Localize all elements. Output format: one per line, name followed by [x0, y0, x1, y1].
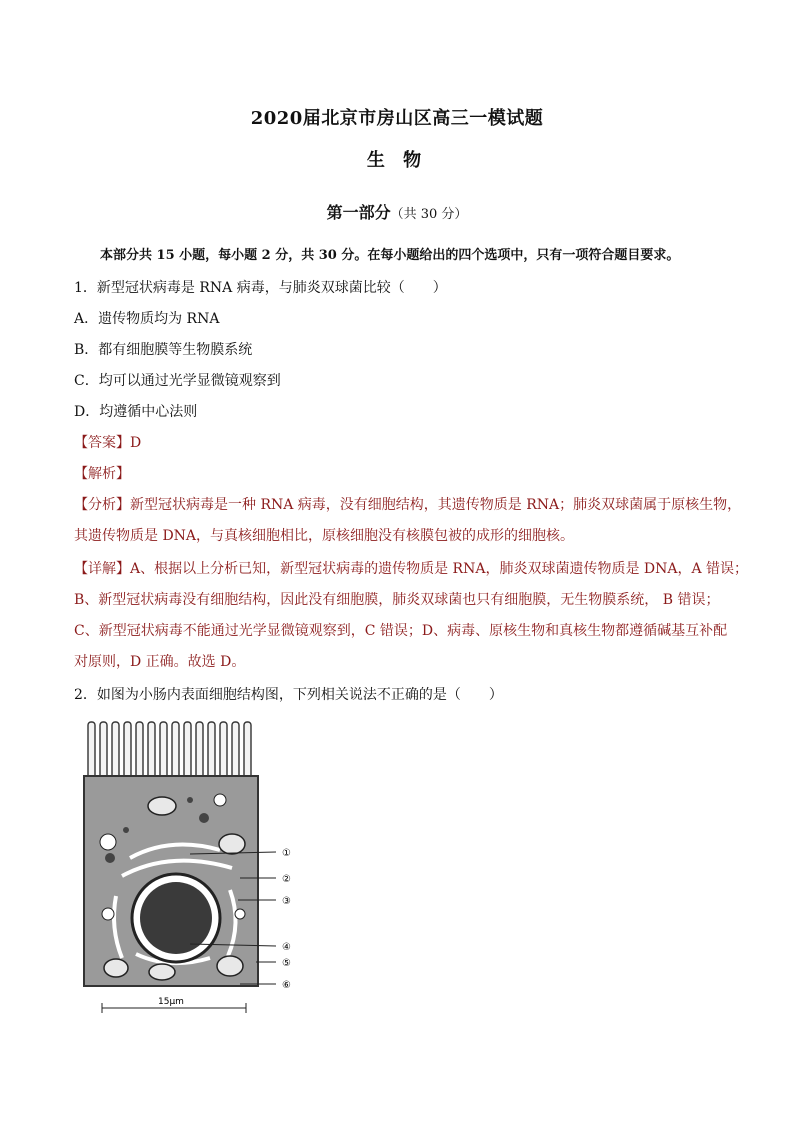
q1-option-c: C．均可以通过光学显微镜观察到 [74, 373, 281, 389]
cell-diagram [70, 718, 300, 1018]
instructions: 本部分共 15 小题，每小题 2 分，共 30 分。在每小题给出的四个选项中，只有一项符合题目要求。 [100, 248, 680, 263]
q1-option-b: B．都有细胞膜等生物膜系统 [74, 342, 253, 358]
fenxi-text-1: 新型冠状病毒是一种 RNA 病毒，没有细胞结构，其遗传物质是 RNA；肺炎双球菌属于原核生物， [130, 497, 742, 513]
part-title: 第一部分 [326, 203, 391, 222]
part-note: （共 30 分） [390, 207, 468, 222]
label-4: ④ [282, 942, 291, 953]
xiangjie-text-1: A、根据以上分析已知，新型冠状病毒的遗传物质是 RNA，肺炎双球菌遗传物质是 DNA，A 错误； [130, 561, 749, 577]
fenxi-line-2: 其遗传物质是 DNA，与真核细胞相比，原核细胞没有核膜包被的成形的细胞核。 [74, 528, 575, 544]
xiangjie-line-1 [74, 559, 748, 579]
label-3: ③ [282, 896, 291, 907]
microvilli [88, 722, 251, 778]
subject-title: 生 物 [366, 150, 428, 171]
q2-stem: 2．如图为小肠内表面细胞结构图，下列相关说法不正确的是（ ） [74, 687, 503, 703]
xiangjie-line-2: B、新型冠状病毒没有细胞结构，因此没有细胞膜，肺炎双球菌也只有细胞膜，无生物膜系统， B 错误； [74, 592, 720, 608]
q1-stem: 1．新型冠状病毒是 RNA 病毒，与肺炎双球菌比较（ ） [74, 280, 447, 296]
nucleus [140, 882, 212, 954]
exam-title: 2020届北京市房山区高三一模试题 [250, 108, 544, 129]
answer-value: D [130, 435, 142, 451]
xiangjie-line-3: C、新型冠状病毒不能通过光学显微镜观察到，C 错误；D、病毒、原核生物和真核生物都遵循碱基互补配 [74, 623, 728, 639]
scale-label: 15μm [158, 997, 184, 1007]
q1-answer [74, 433, 141, 453]
cell-structure-figure [70, 718, 300, 1018]
q1-option-d: D．均遵循中心法则 [74, 404, 198, 420]
fenxi-tag: 【分析】 [74, 497, 130, 513]
label-6: ⑥ [282, 980, 291, 991]
xiangjie-tag: 【详解】 [74, 561, 130, 577]
analysis-tag: 【解析】 [74, 466, 130, 482]
xiangjie-line-4: 对原则，D 正确。故选 D。 [74, 654, 246, 670]
label-2: ② [282, 874, 291, 885]
part-heading [0, 200, 794, 223]
label-5: ⑤ [282, 958, 291, 969]
analysis-heading [74, 464, 130, 484]
answer-tag: 【答案】 [74, 435, 130, 451]
fenxi-line-1 [74, 495, 741, 515]
label-1: ① [282, 848, 291, 859]
q1-option-a: A．遗传物质均为 RNA [74, 311, 220, 327]
